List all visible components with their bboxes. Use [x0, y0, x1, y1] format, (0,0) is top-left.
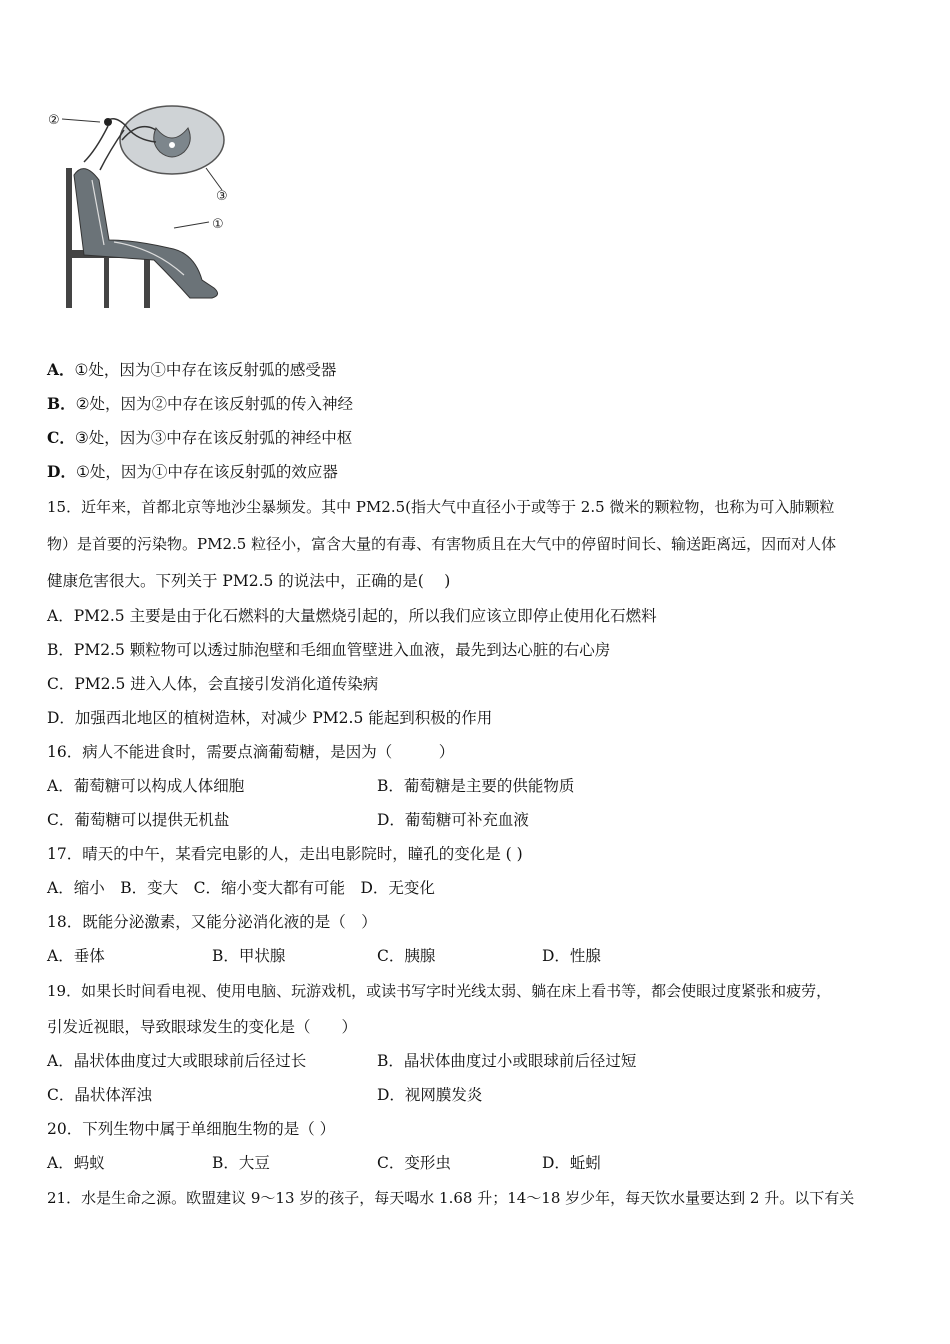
q18-option-a: A．垂体 [47, 947, 105, 965]
q18-option-b: B．甲状腺 [212, 947, 286, 965]
figure-label-3: ③ [216, 189, 228, 204]
q20-option-a: A．蚂蚁 [47, 1154, 105, 1172]
q16-option-d: D．葡萄糖可补充血液 [377, 811, 529, 829]
q20-option-b: B．大豆 [212, 1154, 270, 1172]
q18-option-d: D．性腺 [542, 947, 601, 965]
q15-option-a: A．PM2.5 主要是由于化石燃料的大量燃烧引起的，所以我们应该立即停止使用化石燃料 [47, 607, 657, 625]
q19-option-c: C．晶状体浑浊 [47, 1086, 152, 1104]
q16-option-c: C．葡萄糖可以提供无机盐 [47, 811, 230, 829]
q19-option-d: D．视网膜发炎 [377, 1086, 483, 1104]
q18-stem: 18．既能分泌激素，又能分泌消化液的是（ ） [47, 913, 377, 931]
q20-option-d: D．蚯蚓 [542, 1154, 601, 1172]
q21-stem-line1: 21．水是生命之源。欧盟建议 9～13 岁的孩子，每天喝水 1.68 升；14～18 岁少年，每天饮水量要达到 2 升。以下有关 [47, 1189, 855, 1207]
q20-stem: 20．下列生物中属于单细胞生物的是（ ） [47, 1120, 336, 1138]
q16-option-a: A．葡萄糖可以构成人体细胞 [47, 777, 245, 795]
q14-option-a: A．①处，因为①中存在该反射弧的感受器 [47, 360, 337, 379]
figure-label-1: ① [212, 217, 224, 232]
q16-stem: 16．病人不能进食时，需要点滴葡萄糖，是因为（ ） [47, 743, 455, 761]
q15-stem-line1: 15．近年来，首都北京等地沙尘暴频发。其中 PM2.5(指大气中直径小于或等于 2.5 微米的颗粒物，也称为可入肺颗粒 [47, 498, 835, 516]
q20-option-c: C．变形虫 [377, 1154, 451, 1172]
q15-option-c: C．PM2.5 进入人体，会直接引发消化道传染病 [47, 675, 379, 693]
q15-stem-line2: 物）是首要的污染物。PM2.5 粒径小，富含大量的有毒、有害物质且在大气中的停留时间长、输送距离远，因而对人体 [47, 535, 837, 553]
q17-stem: 17．晴天的中午，某看完电影的人，走出电影院时，瞳孔的变化是 ( ) [47, 845, 523, 863]
knee-reflex-figure [44, 100, 244, 315]
q19-stem-line2: 引发近视眼，导致眼球发生的变化是（ ） [47, 1018, 358, 1036]
q19-option-b: B．晶状体曲度过小或眼球前后径过短 [377, 1052, 637, 1070]
q14-option-b: B．②处，因为②中存在该反射弧的传入神经 [47, 394, 354, 413]
q15-stem-line3: 健康危害很大。下列关于 PM2.5 的说法中，正确的是( ) [47, 572, 451, 590]
q19-option-a: A．晶状体曲度过大或眼球前后径过长 [47, 1052, 307, 1070]
q17-options: A．缩小 B．变大 C．缩小变大都有可能 D．无变化 [47, 879, 435, 897]
q14-option-c: C．③处，因为③中存在该反射弧的神经中枢 [47, 428, 353, 447]
figure-label-2: ② [48, 113, 60, 128]
q15-option-b: B．PM2.5 颗粒物可以透过肺泡壁和毛细血管壁进入血液，最先到达心脏的右心房 [47, 641, 611, 659]
q18-option-c: C．胰腺 [377, 947, 436, 965]
q14-option-d: D．①处，因为①中存在该反射弧的效应器 [47, 462, 338, 481]
q16-option-b: B．葡萄糖是主要的供能物质 [377, 777, 575, 795]
q19-stem-line1: 19．如果长时间看电视、使用电脑、玩游戏机，或读书写字时光线太弱、躺在床上看书等，都会使眼过度紧张和疲劳， [47, 982, 832, 1000]
q15-option-d: D．加强西北地区的植树造林，对减少 PM2.5 能起到积极的作用 [47, 709, 493, 727]
